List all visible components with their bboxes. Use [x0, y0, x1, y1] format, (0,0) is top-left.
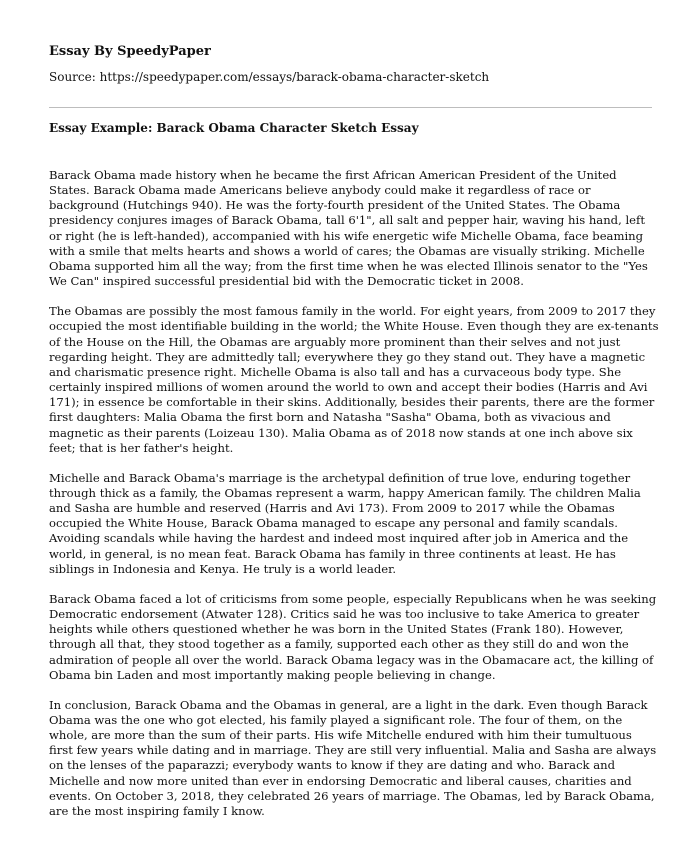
document-header-title: Essay By SpeedyPaper — [49, 44, 211, 59]
essay-body — [49, 168, 659, 834]
paragraph: Barack Obama made history when he became the first African American President of the United States. Barack Obama made Americans believe anybody could make it regardless of race or background (Hutchings 940). He was the forty-fourth president of the United States. The Obama presidency conjures images of Barack Obama, tall 6'1", all salt and pepper hair, waving his hand, left or right (he is left-handed), accompanied with his wife energetic wife Michelle Obama, face beaming with a smile that melts hearts and shows a world of cares; the Obamas are visually striking. Michelle Obama supported him all the way; from the first time when he was elected Illinois senator to the "Yes We Can" inspired successful presidential bid with the Democratic ticket in 2008. — [49, 168, 648, 289]
source-line: Source: https://speedypaper.com/essays/barack-obama-character-sketch — [49, 70, 490, 84]
essay-title: Essay Example: Barack Obama Character Sketch Essay — [49, 121, 419, 135]
header-divider — [49, 107, 652, 108]
paragraph: In conclusion, Barack Obama and the Obamas in general, are a light in the dark. Even though Barack Obama was the one who got elected, his family played a significant role. The four of them, on the whole, are more than the sum of their parts. His wife Mitchelle endured with him their tumultuous first few years while dating and in marriage. They are still very influential. Malia and Sasha are always on the lenses of the paparazzi; everybody wants to know if they are dating and who. Barack and Michelle and now more united than ever in endorsing Democratic and liberal causes, charities and events. On October 3, 2018, they celebrated 26 years of marriage. The Obamas, led by Barack Obama, are the most inspiring family I know. — [49, 697, 657, 818]
paragraph: Michelle and Barack Obama's marriage is the archetypal definition of true love, enduring together through thick as a family, the Obamas represent a warm, happy American family. The children Malia and Sasha are humble and reserved (Harris and Avi 173). From 2009 to 2017 while the Obamas occupied the White House, Barack Obama managed to escape any personal and family scandals. Avoiding scandals while having the hardest and indeed most inquired after job in America and the world, in general, is no mean feat. Barack Obama has family in three continents at least. He has siblings in Indonesia and Kenya. He truly is a world leader. — [49, 470, 641, 576]
paragraph: The Obamas are possibly the most famous family in the world. For eight years, from 2009 to 2017 they occupied the most identifiable building in the world; the White House. Even though they are ex-tenants of the House on the Hill, the Obamas are arguably more prominent than their selves and not just regarding height. They are admittedly tall; everywhere they go they stand out. They have a magnetic and charismatic presence right. Michelle Obama is also tall and has a curvaceous body type. She certainly inspired millions of women around the world to own and accept their bodies (Harris and Avi 171); in essence be comfortable in their skins. Additionally, besides their parents, there are the former first daughters: Malia Obama the first born and Natasha "Sasha" Obama, both as vivacious and magnetic as their parents (Loizeau 130). Malia Obama as of 2018 now stands at one inch above six feet; that is her father's height. — [49, 304, 659, 455]
paragraph: Barack Obama faced a lot of criticisms from some people, especially Republicans when he was seeking Democratic endorsement (Atwater 128). Critics said he was too inclusive to take America to greater heights while others questioned whether he was born in the United States (Frank 180). However, through all that, they stood together as a family, supported each other as they still do and won the admiration of people all over the world. Barack Obama legacy was in the Obamacare act, the killing of Obama bin Laden and most importantly making people believing in change. — [49, 591, 657, 682]
